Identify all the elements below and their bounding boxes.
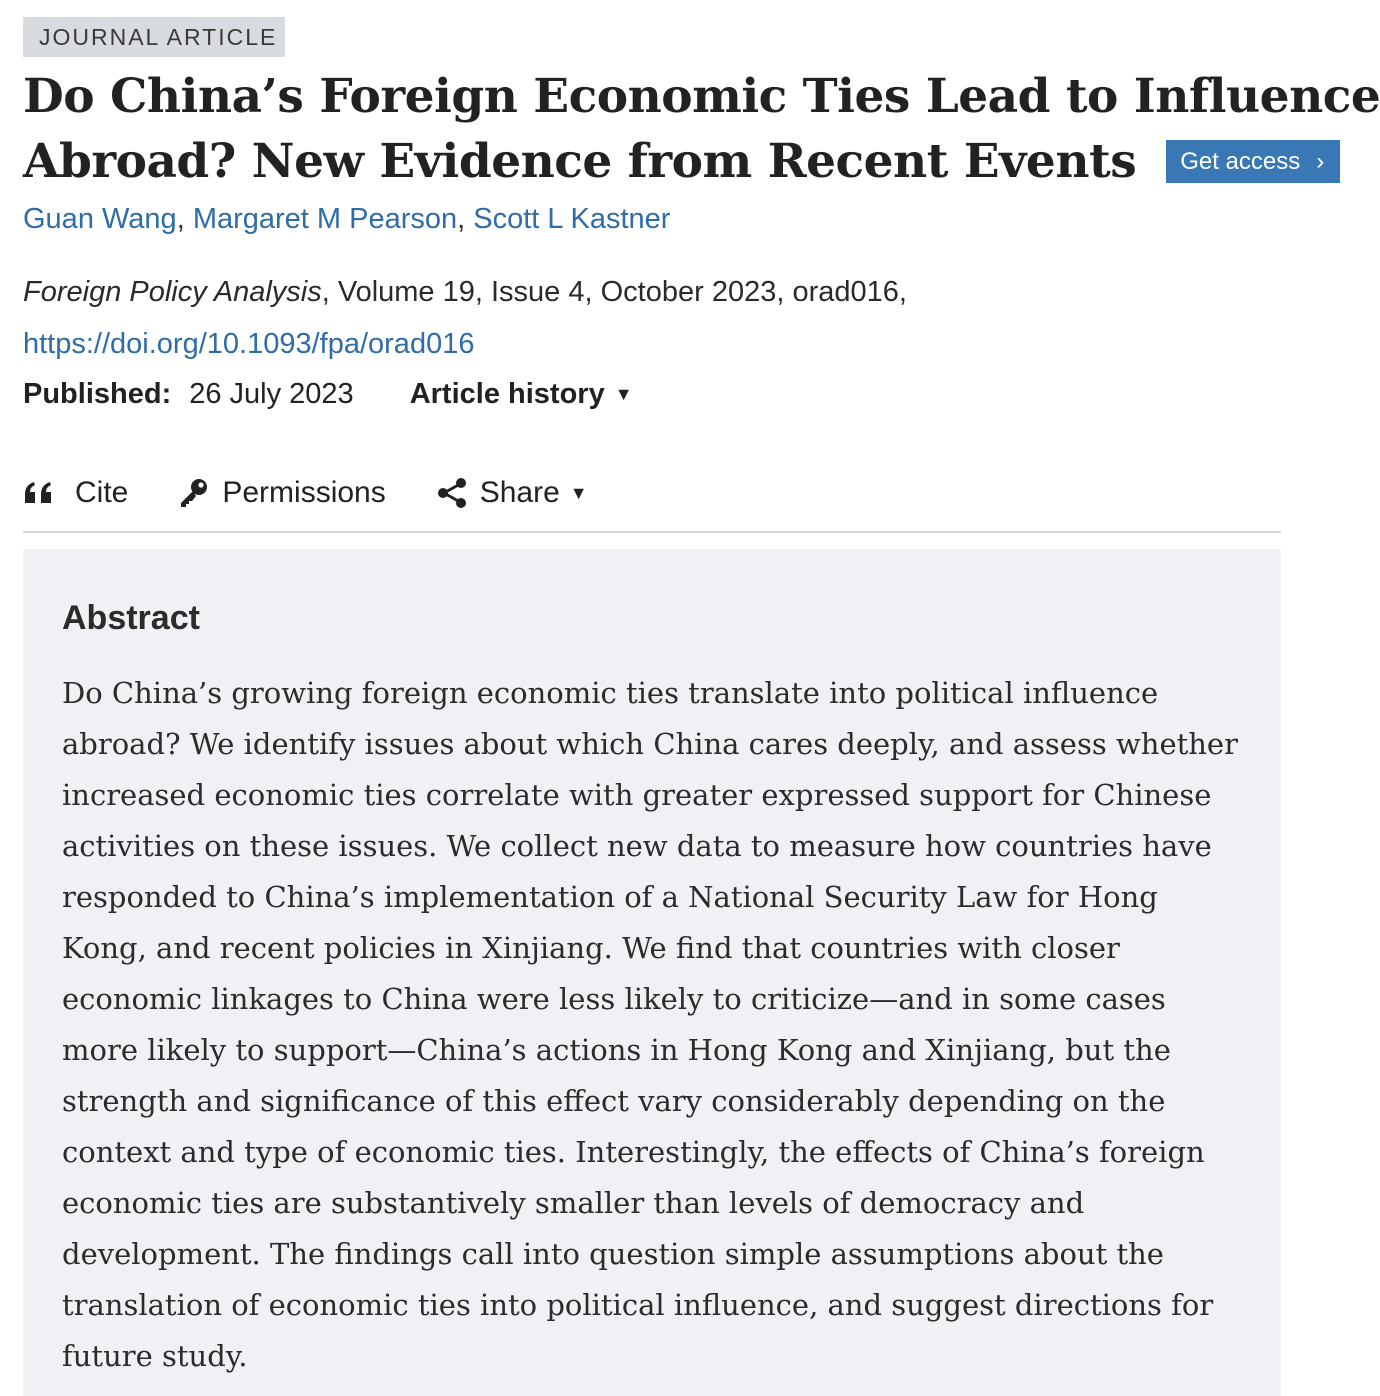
get-access-button[interactable] [1166, 140, 1340, 183]
abstract-body [62, 668, 1252, 1382]
abstract-heading: Abstract [62, 599, 200, 637]
abstract-section [23, 549, 1281, 1396]
author-separator: , [457, 203, 466, 235]
author-link[interactable]: Margaret M Pearson [192, 203, 458, 235]
chevron-right-icon: › [1316, 147, 1325, 175]
author-list [23, 203, 670, 236]
author-link[interactable]: Guan Wang [23, 203, 177, 235]
key-icon [178, 477, 210, 509]
article-title-line-2 [23, 129, 1325, 194]
get-access-label: Get access [1180, 147, 1301, 175]
toolbar-divider [23, 531, 1281, 533]
abstract-line: economic ties are substantively smaller than levels of democracy and [62, 1186, 1085, 1220]
journal-name: Foreign Policy Analysis [23, 276, 322, 308]
article-type-badge [23, 17, 285, 57]
abstract-line: responded to China’s implementation of a National Security Law for Hong [62, 880, 1158, 914]
permissions-button[interactable] [178, 476, 385, 510]
article-title-line-2-text: Abroad? New Evidence from Recent Events [23, 134, 1137, 189]
article-title [23, 64, 1380, 194]
article-title-line-1: Do China’s Foreign Economic Ties Lead to Influence [23, 69, 1380, 124]
abstract-line: Kong, and recent policies in Xinjiang. We find that countries with closer [62, 931, 1120, 965]
abstract-line: activities on these issues. We collect new data to measure how countries have [62, 829, 1212, 863]
citation-line [23, 276, 907, 309]
caret-down-icon: ▼ [569, 482, 588, 503]
author-link[interactable]: Scott L Kastner [473, 203, 671, 235]
abstract-line: economic linkages to China were less likely to criticize—and in some cases [62, 982, 1166, 1016]
caret-down-icon: ▼ [614, 384, 633, 404]
article-type-label: JOURNAL ARTICLE [39, 23, 278, 50]
share-label: Share [479, 476, 560, 509]
permissions-label: Permissions [222, 476, 386, 509]
published-date: 26 July 2023 [189, 378, 354, 410]
quote-icon [23, 481, 55, 505]
cite-label: Cite [75, 476, 129, 509]
share-icon [436, 477, 468, 509]
abstract-line: development. The findings call into question simple assumptions about the [62, 1237, 1164, 1271]
doi-link[interactable]: https://doi.org/10.1093/fpa/orad016 [23, 328, 475, 360]
article-toolbar [23, 470, 588, 516]
abstract-line: abroad? We identify issues about which China cares deeply, and assess whether [62, 727, 1238, 761]
cite-button[interactable] [23, 476, 128, 510]
author-separator: , [176, 203, 185, 235]
abstract-line: more likely to support—China’s actions in Hong Kong and Xinjiang, but the [62, 1033, 1171, 1067]
article-history-label: Article history [409, 378, 605, 410]
abstract-line: increased economic ties correlate with greater expressed support for Chinese [62, 778, 1212, 812]
abstract-line: context and type of economic ties. Interestingly, the effects of China’s foreign [62, 1135, 1205, 1169]
abstract-line: strength and significance of this effect vary considerably depending on the [62, 1084, 1166, 1118]
abstract-line: translation of economic ties into political influence, and suggest directions for [62, 1288, 1214, 1322]
share-button[interactable] [436, 476, 588, 510]
published-label: Published: [23, 378, 172, 410]
citation-details: , Volume 19, Issue 4, October 2023, orad016, [321, 276, 907, 308]
publication-info [23, 378, 633, 411]
abstract-line: future study. [62, 1339, 248, 1373]
abstract-line: Do China’s growing foreign economic ties translate into political influence [62, 676, 1159, 710]
article-history-toggle[interactable] [410, 378, 633, 411]
